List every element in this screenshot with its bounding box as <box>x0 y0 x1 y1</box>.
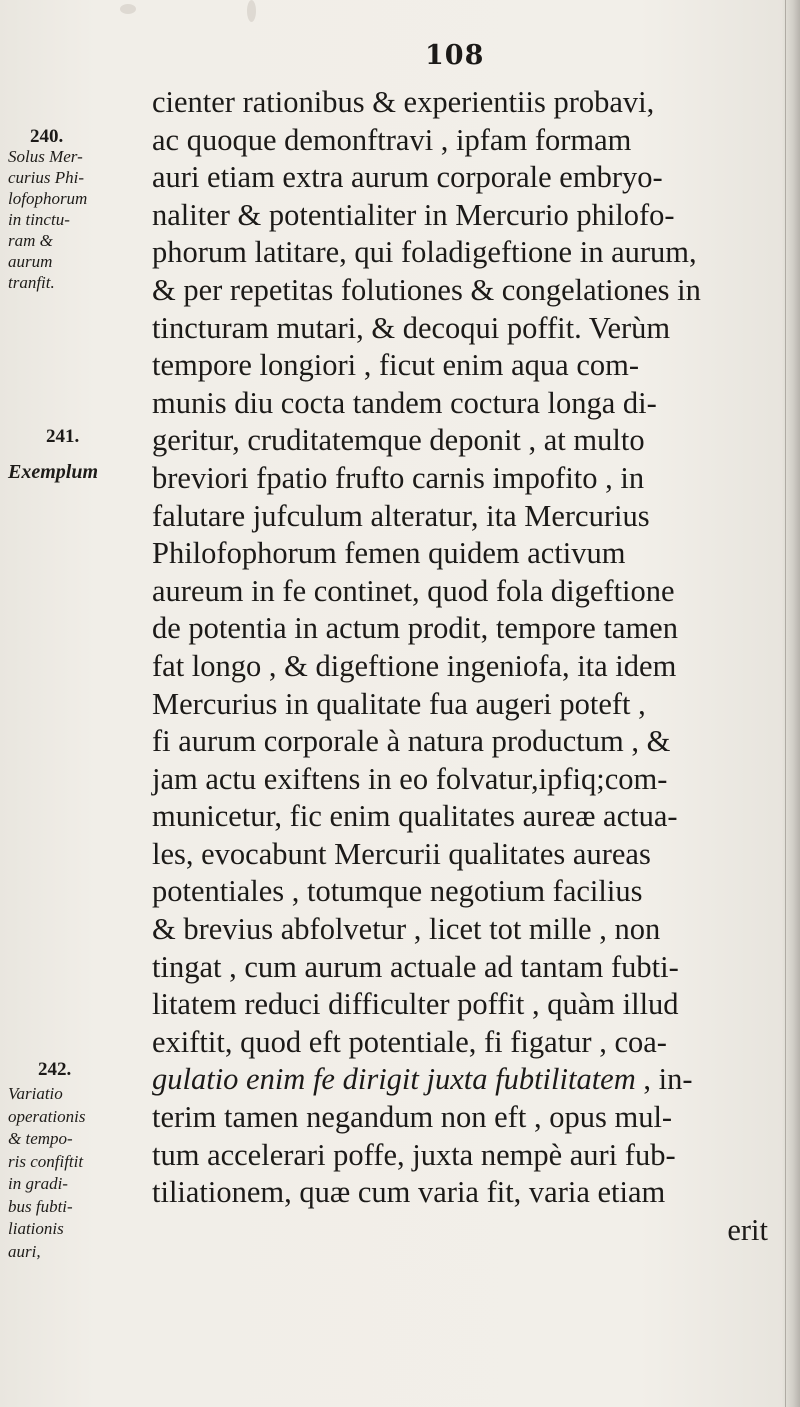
margin-note-line: liationis <box>8 1219 64 1238</box>
text-line: tincturam mutari, & decoqui poffit. Verùm <box>152 310 671 345</box>
text-line: potentiales , totumque negotium facilius <box>152 874 643 909</box>
margin-note-line: ram & <box>8 231 53 250</box>
text-line: tingat , cum aurum actuale ad tantam fubti- <box>152 949 679 984</box>
text-line: tum accelerari poffe, juxta nempè auri fub- <box>152 1137 676 1172</box>
text-line: breviori fpatio frufto carnis impofito , in <box>152 460 645 495</box>
margin-note-line: aurum <box>8 252 53 271</box>
text-line: tiliationem, quæ cum varia fit, varia etiam <box>152 1175 666 1210</box>
line-rest: , in- <box>635 1062 693 1097</box>
margin-note-line: bus fubti- <box>8 1196 73 1216</box>
margin-note-line: ris confiftit <box>8 1151 84 1171</box>
text-line: naliter & potentialiter in Mercurio philofo- <box>152 197 675 232</box>
paper-stain <box>247 0 256 22</box>
margin-note-line: Variatio <box>8 1084 63 1103</box>
margin-note-line: auri, <box>8 1241 41 1261</box>
text-line: municetur, fic enim qualitates aureæ actua- <box>152 799 678 834</box>
margin-note-line: in tinctu- <box>8 210 70 229</box>
text-line: tempore longiori , ficut enim aqua com- <box>152 348 640 383</box>
margin-note-240 <box>8 146 87 293</box>
text-line: exiftit, quod eft potentiale, fi figatur , coa- <box>152 1024 667 1059</box>
margin-note-line: Solus Mer- <box>8 147 83 166</box>
text-line: phorum latitare, qui foladigeftione in aurum, <box>152 235 697 270</box>
text-line: auri etiam extra aurum corporale embryo- <box>152 160 663 195</box>
text-line: cienter rationibus & experientiis probavi, <box>152 85 655 119</box>
text-line: les, evocabunt Mercurii qualitates aureas <box>152 836 651 871</box>
margin-note-line: in gradi- <box>8 1174 68 1193</box>
margin-note-242 <box>8 1083 85 1263</box>
text-line: jam actu exiftens in eo folvatur,ipfiq;com- <box>152 761 668 796</box>
text-line: de potentia in actum prodit, tempore tamen <box>152 611 678 646</box>
text-line: erit <box>727 1212 768 1247</box>
text-line: Mercurius in qualitate fua augeri poteft , <box>152 686 646 721</box>
text-line: fi aurum corporale à natura productum , & <box>152 724 671 759</box>
text-line: ac quoque demonftravi , ipfam formam <box>152 122 632 157</box>
text-line: munis diu cocta tandem coctura longa di- <box>152 385 657 420</box>
margin-number-240: 240. <box>30 126 64 147</box>
margin-number-242: 242. <box>38 1059 72 1080</box>
paper-stain <box>120 4 136 14</box>
page-edge-shadow <box>782 0 800 1407</box>
margin-note-line: lofophorum <box>8 189 88 208</box>
text-line <box>152 1061 788 1099</box>
margin-note-241: Exemplum <box>8 461 99 483</box>
margin-number-241: 241. <box>46 426 80 447</box>
margin-note-line: curius Phi- <box>8 168 85 187</box>
text-line: fat longo , & digeftione ingeniofa, ita idem <box>152 648 677 683</box>
text-line: terim tamen negandum non eft , opus mul- <box>152 1100 673 1135</box>
text-line: & brevius abfolvetur , licet tot mille , non <box>152 912 661 947</box>
page-number: 108 <box>425 40 485 71</box>
text-line: litatem reduci difficulter poffit , quàm illud <box>152 987 679 1022</box>
margin-note-line: operationis <box>8 1106 86 1126</box>
text-line: geritur, cruditatemque deponit , at multo <box>152 423 645 458</box>
margin-note-line: tranfit. <box>8 273 55 292</box>
text-line: & per repetitas folutiones & congelationes in <box>152 272 701 307</box>
italic-phrase: gulatio enim fe dirigit juxta fubtilitatem <box>152 1062 636 1097</box>
margin-note-line: & tempo- <box>8 1129 73 1148</box>
text-line: falutare jufculum alteratur, ita Mercurius <box>152 498 650 533</box>
text-line: Philofophorum femen quidem activum <box>152 536 626 571</box>
body-text <box>152 84 788 1249</box>
text-line: aureum in fe continet, quod fola digeftione <box>152 573 675 608</box>
